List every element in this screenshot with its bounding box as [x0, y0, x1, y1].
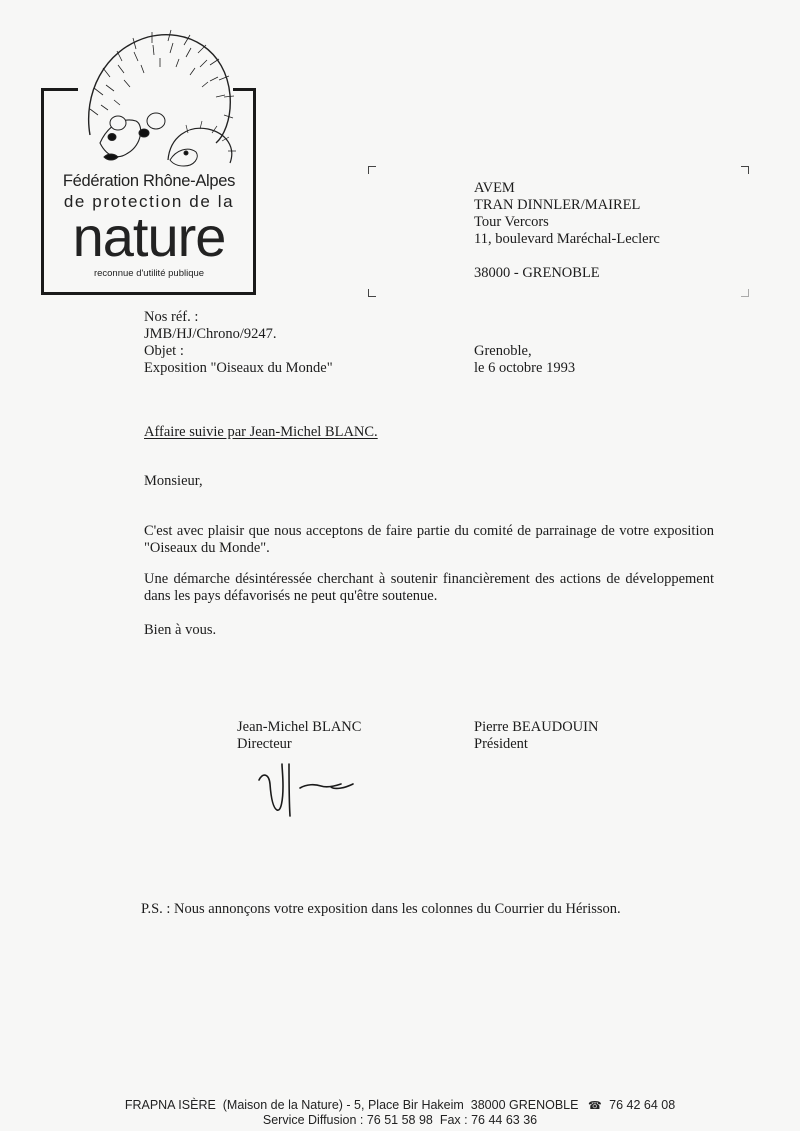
- logo-wordmark: nature: [72, 205, 226, 268]
- footer-contacts: Service Diffusion : 76 51 58 98 Fax : 76 44 63 36: [262, 1113, 538, 1127]
- logo-subtitle: de protection de la: [63, 192, 235, 211]
- signatory-president: [474, 719, 598, 753]
- reference-label: Nos réf. :: [144, 309, 199, 325]
- address-corner-mark-bottom-left: [368, 289, 376, 297]
- reference-value: JMB/HJ/Chrono/9247.: [144, 326, 277, 342]
- footer-address-text: FRAPNA ISÈRE (Maison de la Nature) - 5, Place Bir Hakeim 38000 GRENOBLE: [124, 1098, 579, 1112]
- signatory-title: Président: [474, 736, 528, 752]
- handwritten-signature: [255, 760, 360, 820]
- recipient-address: [474, 180, 660, 282]
- footer-address: [0, 1098, 800, 1112]
- address-corner-mark-bottom-right: [741, 289, 749, 297]
- subject-value: Exposition "Oiseaux du Monde": [144, 360, 333, 376]
- signatory-director: [237, 719, 361, 753]
- body-paragraph: Une démarche désintéressée cherchant à soutenir financièrement des actions de développement dans les pays défavorisés ne peut qu'être soutenue.: [144, 571, 714, 604]
- date: le 6 octobre 1993: [474, 360, 576, 376]
- signatory-name: Jean-Michel BLANC: [237, 719, 362, 735]
- address-corner-mark-top-right: [741, 166, 749, 174]
- signatory-name: Pierre BEAUDOUIN: [474, 719, 599, 735]
- hedgehog-icon: [78, 25, 240, 170]
- recipient-line: AVEM: [474, 180, 515, 196]
- address-corner-mark-top-left: [368, 166, 376, 174]
- recipient-city: 38000 - GRENOBLE: [474, 265, 600, 281]
- subject-label: Objet :: [144, 343, 184, 359]
- postscript: P.S. : Nous annonçons votre exposition dans les colonnes du Courrier du Hérisson.: [141, 901, 621, 917]
- logo-tagline: reconnue d'utilité publique: [93, 268, 205, 279]
- place-date: [474, 343, 575, 377]
- recipient-line: 11, boulevard Maréchal-Leclerc: [474, 231, 660, 247]
- reference-block: [144, 309, 333, 377]
- closing: Bien à vous.: [144, 622, 217, 638]
- salutation: Monsieur,: [144, 473, 203, 489]
- telephone-icon: ☎: [587, 1100, 602, 1112]
- recipient-line: Tour Vercors: [474, 214, 549, 230]
- recipient-line: TRAN DINNLER/MAIREL: [474, 197, 641, 213]
- place: Grenoble,: [474, 343, 532, 359]
- signatory-title: Directeur: [237, 736, 292, 752]
- handled-by: Affaire suivie par Jean-Michel BLANC.: [144, 424, 378, 440]
- body-paragraph: C'est avec plaisir que nous acceptons de faire partie du comité de parrainage de votre exposition "Oiseaux du Monde".: [144, 523, 714, 556]
- footer-phone: 76 42 64 08: [609, 1098, 676, 1112]
- logo-organization-name: Fédération Rhône-Alpes: [62, 172, 236, 190]
